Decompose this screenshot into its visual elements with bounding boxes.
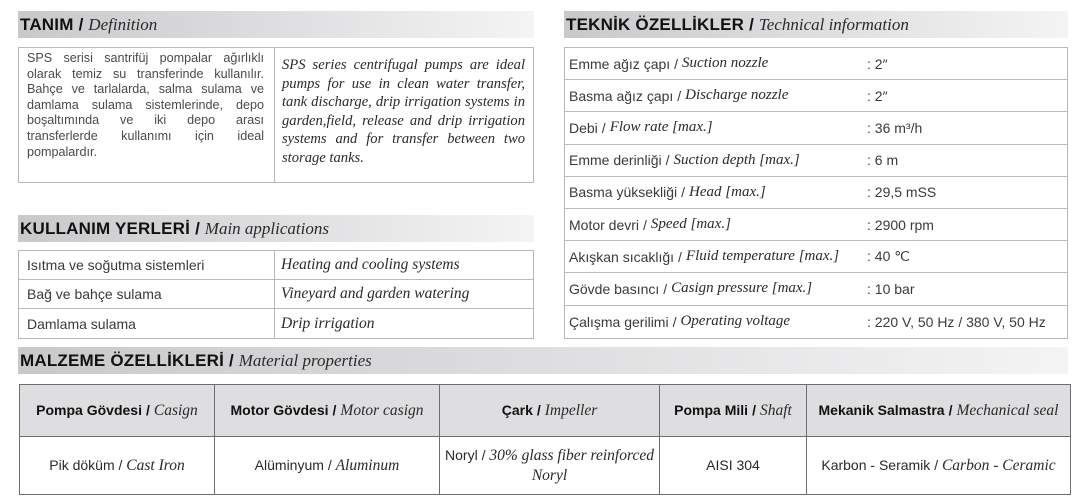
material-header-cell bbox=[20, 385, 215, 437]
material-header-cell bbox=[215, 385, 440, 437]
technical-title-en: Technical information bbox=[758, 14, 909, 34]
tech-value: : 29,5 mSS bbox=[867, 184, 937, 201]
definition-title-tr: TANIM bbox=[20, 14, 74, 34]
tech-value: : 40 ℃ bbox=[867, 248, 910, 265]
label-separator: / bbox=[663, 280, 668, 297]
label-separator: / bbox=[934, 457, 939, 473]
tech-label bbox=[565, 273, 867, 304]
tech-label-en: Head [max.] bbox=[689, 183, 766, 200]
title-separator: / bbox=[78, 14, 84, 34]
tech-label bbox=[565, 209, 867, 240]
materials-table bbox=[19, 384, 1071, 495]
material-header-en: Motor casign bbox=[340, 401, 424, 419]
tech-label-tr: Emme derinliği bbox=[569, 152, 662, 169]
table-row bbox=[565, 209, 1067, 241]
tech-label bbox=[565, 112, 867, 143]
application-tr: Isıtma ve soğutma sistemleri bbox=[19, 251, 275, 279]
material-header-en: Impeller bbox=[544, 401, 598, 419]
title-separator: / bbox=[195, 218, 200, 238]
label-separator: / bbox=[536, 401, 541, 418]
material-value-tr: Noryl bbox=[445, 447, 478, 463]
table-row bbox=[19, 309, 533, 338]
label-separator: / bbox=[665, 152, 670, 169]
material-value-cell bbox=[215, 437, 440, 495]
tech-label-tr: Debi bbox=[569, 119, 598, 136]
title-separator: / bbox=[749, 14, 754, 34]
applications-table bbox=[18, 250, 534, 339]
technical-title-tr: TEKNİK ÖZELLİKLER bbox=[566, 14, 745, 34]
label-separator: / bbox=[145, 401, 150, 418]
tech-label-en: Operating voltage bbox=[680, 313, 791, 330]
material-header-cell bbox=[660, 385, 807, 437]
material-header-cell bbox=[440, 385, 660, 437]
label-separator: / bbox=[672, 313, 677, 330]
material-header-tr: Motor Gövdesi bbox=[230, 401, 329, 418]
material-value-tr: Karbon - Seramik bbox=[821, 457, 931, 473]
materials-header-row bbox=[20, 385, 1071, 437]
tech-value: : 36 m³/h bbox=[867, 119, 923, 136]
tech-label-tr: Basma ağız çapı bbox=[569, 87, 674, 104]
tech-label-en: Flow rate [max.] bbox=[609, 119, 713, 136]
technical-table bbox=[564, 47, 1068, 339]
tech-label-en: Speed [max.] bbox=[650, 216, 731, 233]
tech-label bbox=[565, 145, 867, 176]
tech-label-en: Suction nozzle bbox=[682, 55, 769, 72]
label-separator: / bbox=[677, 87, 682, 104]
tech-label-tr: Motor devri bbox=[569, 216, 640, 233]
applications-title-tr: KULLANIM YERLERİ bbox=[20, 218, 191, 238]
material-value-en: 30% glass fiber reinforced Noryl bbox=[489, 447, 654, 484]
table-row bbox=[565, 177, 1067, 209]
tech-label bbox=[565, 80, 867, 111]
tech-label-tr: Akışkan sıcaklığı bbox=[569, 248, 675, 265]
label-separator: / bbox=[601, 119, 606, 136]
tech-label bbox=[565, 177, 867, 208]
table-row bbox=[565, 48, 1067, 80]
materials-header bbox=[18, 347, 1068, 374]
tech-label-en: Discharge nozzle bbox=[685, 87, 789, 104]
material-value-en: Aluminum bbox=[335, 457, 400, 474]
definition-header bbox=[18, 11, 534, 38]
material-value-cell bbox=[660, 437, 807, 495]
material-header-en: Shaft bbox=[759, 401, 792, 419]
tech-label-en: Suction depth [max.] bbox=[673, 151, 800, 168]
material-value-tr: AISI 304 bbox=[706, 457, 760, 473]
applications-title-en: Main applications bbox=[204, 218, 329, 238]
tech-label-tr: Çalışma gerilimi bbox=[569, 313, 669, 330]
tech-label bbox=[565, 241, 867, 272]
label-separator: / bbox=[752, 401, 756, 418]
material-header-en: Mechanical seal bbox=[956, 401, 1059, 419]
technical-header bbox=[564, 11, 1068, 38]
label-separator: / bbox=[674, 55, 679, 72]
definition-text-tr: SPS serisi santrifüj pompalar ağırlıklı olarak temiz su transferinde kullanılır. Bahçe ve tarlalarda, salma sulama ve damlama sulama sistemlerinde, depo boşaltımında ve iki depo arası transferlerde kullanımı için ideal pompalardır. bbox=[19, 48, 275, 182]
material-value-tr: Pik döküm bbox=[49, 457, 115, 473]
label-separator: / bbox=[332, 401, 337, 418]
label-separator: / bbox=[678, 248, 682, 265]
tech-label-tr: Emme ağız çapı bbox=[569, 55, 671, 72]
label-separator: / bbox=[481, 447, 486, 463]
material-header-en: Casign bbox=[153, 401, 198, 419]
application-en: Heating and cooling systems bbox=[281, 256, 460, 273]
material-value-tr: Alüminyum bbox=[254, 457, 324, 473]
material-value-cell bbox=[807, 437, 1071, 495]
material-value-en: Carbon - Ceramic bbox=[941, 457, 1056, 474]
tech-value: : 2900 rpm bbox=[867, 216, 934, 233]
label-separator: / bbox=[327, 457, 332, 473]
tech-label bbox=[565, 48, 867, 79]
title-separator: / bbox=[229, 350, 234, 370]
label-separator: / bbox=[948, 401, 953, 418]
materials-title-en: Material properties bbox=[238, 350, 372, 370]
materials-title-tr: MALZEME ÖZELLİKLERİ bbox=[20, 350, 225, 370]
definition-box bbox=[18, 47, 534, 183]
table-row bbox=[565, 145, 1067, 177]
definition-text-en: SPS series centrifugal pumps are ideal pumps for use in clean water transfer, tank discharge, drip irrigation systems in garden,field, release and drip irrigation systems and for transfer between two storage tanks. bbox=[282, 57, 525, 166]
definition-title-en: Definition bbox=[88, 14, 158, 34]
material-header-cell bbox=[807, 385, 1071, 437]
applications-header bbox=[18, 215, 534, 242]
table-row bbox=[19, 280, 533, 309]
table-row bbox=[565, 112, 1067, 144]
tech-value: : 220 V, 50 Hz / 380 V, 50 Hz bbox=[867, 313, 1046, 330]
tech-label-en: Casign pressure [max.] bbox=[671, 280, 813, 297]
material-value-cell bbox=[20, 437, 215, 495]
material-value-cell bbox=[440, 437, 660, 495]
label-separator: / bbox=[681, 184, 686, 201]
application-en: Vineyard and garden watering bbox=[281, 285, 470, 302]
table-row bbox=[565, 273, 1067, 305]
tech-value: : 6 m bbox=[867, 152, 899, 169]
material-header-tr: Mekanik Salmastra bbox=[818, 401, 945, 418]
tech-value: : 2″ bbox=[867, 87, 888, 104]
tech-value: : 10 bar bbox=[867, 280, 915, 297]
application-en: Drip irrigation bbox=[281, 314, 375, 332]
label-separator: / bbox=[643, 216, 647, 233]
materials-value-row bbox=[20, 437, 1071, 495]
tech-label bbox=[565, 306, 867, 338]
material-value-en: Cast Iron bbox=[126, 457, 185, 474]
table-row bbox=[565, 241, 1067, 273]
tech-value: : 2″ bbox=[867, 55, 888, 72]
material-header-tr: Pompa Gövdesi bbox=[36, 401, 142, 418]
material-header-tr: Çark bbox=[501, 401, 533, 418]
tech-label-tr: Gövde basıncı bbox=[569, 280, 660, 297]
table-row bbox=[565, 306, 1067, 338]
table-row bbox=[565, 80, 1067, 112]
application-tr: Damlama sulama bbox=[19, 309, 275, 338]
tech-label-tr: Basma yüksekliği bbox=[569, 184, 678, 201]
application-tr: Bağ ve bahçe sulama bbox=[19, 280, 275, 308]
label-separator: / bbox=[118, 457, 123, 473]
tech-label-en: Fluid temperature [max.] bbox=[685, 248, 840, 265]
table-row bbox=[19, 251, 533, 280]
material-header-tr: Pompa Mili bbox=[674, 401, 749, 418]
